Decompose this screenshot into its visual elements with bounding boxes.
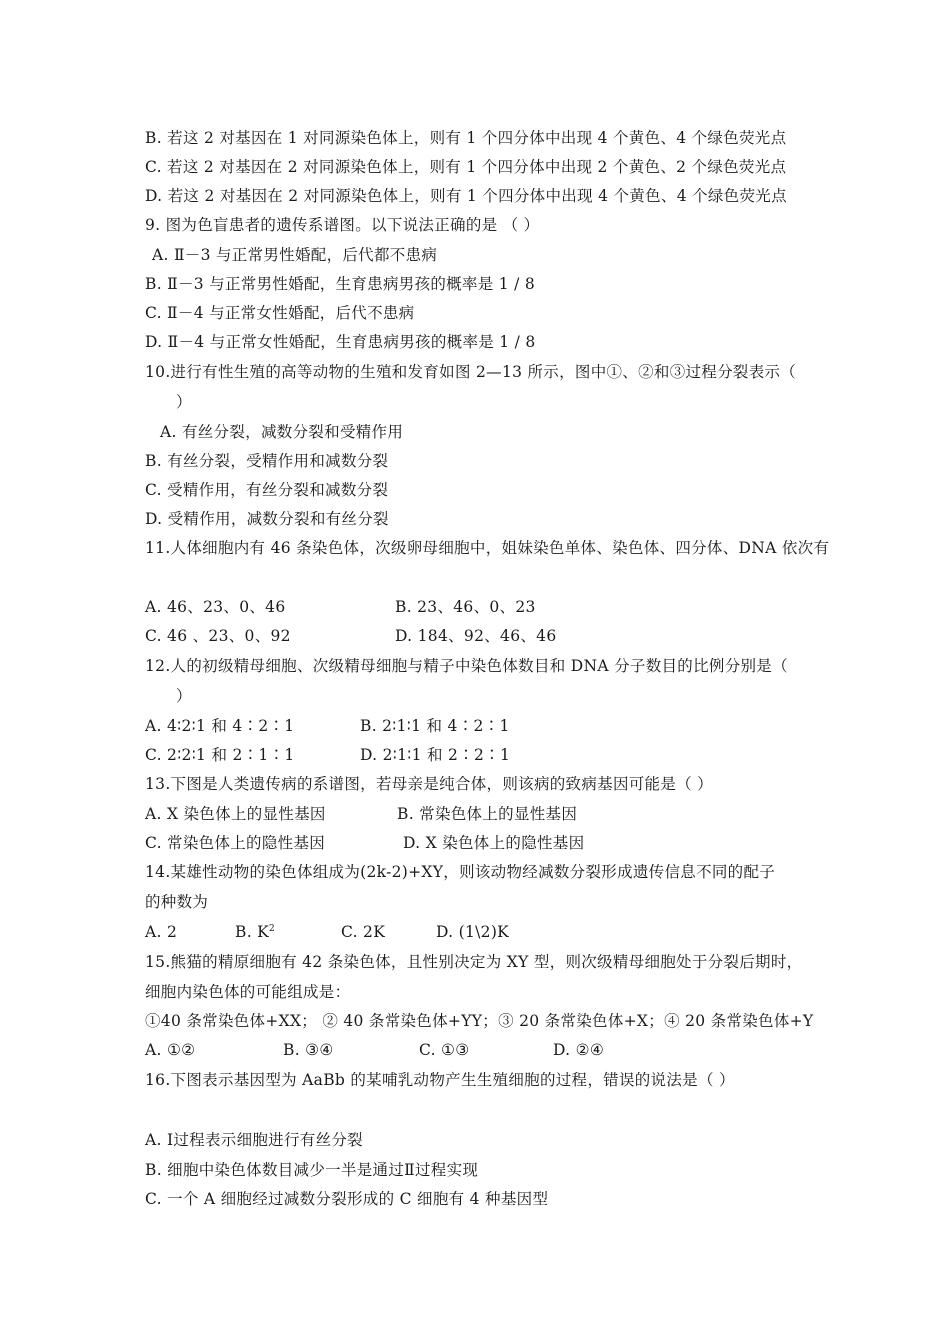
q9-option-d: D. Ⅱ－4 与正常女性婚配，生育患病男孩的概率是 1 / 8 (145, 333, 536, 351)
q15-option-d: D. ②④ (553, 1041, 605, 1059)
question-15: 15.熊猫的精原细胞有 42 条染色体，且性别决定为 XY 型，则次级精母细胞处于分裂后期时， (145, 953, 803, 971)
q14-option-a: A. 2 (145, 923, 178, 941)
q13-option-c: C. 常染色体上的隐性基因 (145, 834, 326, 852)
q12-paren: ） (176, 687, 192, 705)
q14-option-c: C. 2K (341, 923, 386, 941)
q11-option-d: D. 184、92、46、46 (395, 627, 557, 645)
q15-statements: ①40 条常染色体+XX； ② 40 条常染色体+YY；③ 20 条常染色体+X；④ 20 条常染色体+Y (145, 1012, 814, 1030)
q8-option-c: C. 若这 2 对基因在 2 对同源染色体上，则有 1 个四分体中出现 2 个黄色、2 个绿色荧光点 (145, 158, 787, 176)
q14-option-b: B. $K^2$ (235, 923, 276, 941)
question-10: 10.进行有性生殖的高等动物的生殖和发育如图 2—13 所示，图中①、②和③过程分裂表示（ (145, 363, 797, 381)
q13-option-d: D. X 染色体上的隐性基因 (403, 834, 585, 852)
q9-option-a: A. Ⅱ－3 与正常男性婚配，后代都不患病 (152, 246, 438, 264)
q13-option-b: B. 常染色体上的显性基因 (397, 805, 578, 823)
superscript: 2 (269, 924, 276, 934)
q16-option-c: C. 一个 A 细胞经过减数分裂形成的 C 细胞有 4 种基因型 (145, 1190, 549, 1208)
q8-option-d: D. 若这 2 对基因在 2 对同源染色体上，则有 1 个四分体中出现 4 个黄色、4 个绿色荧光点 (145, 187, 787, 205)
q14-options (145, 922, 850, 942)
q10-option-a: A. 有丝分裂，减数分裂和受精作用 (160, 423, 404, 441)
q16-option-a: A. Ⅰ过程表示细胞进行有丝分裂 (145, 1131, 363, 1149)
q10-option-b: B. 有丝分裂，受精作用和减数分裂 (145, 452, 389, 470)
q10-option-d: D. 受精作用，减数分裂和有丝分裂 (145, 510, 389, 528)
q14-option-d: D. (1\2)K (436, 923, 510, 941)
q12-option-a: A. 4∶2∶1 和 4∶2∶1 (145, 717, 295, 735)
question-15-cont: 细胞内染色体的可能组成是： (145, 983, 351, 1001)
q13-option-a: A. X 染色体上的显性基因 (145, 805, 326, 823)
q12-option-d: D. 2∶1∶1 和 2∶2∶1 (360, 746, 511, 764)
question-9: 9. 图为色盲患者的遗传系谱图。以下说法正确的是 （ ） (145, 216, 540, 234)
q11-options-2 (145, 626, 850, 646)
question-11: 11.人体细胞内有 46 条染色体，次级卵母细胞中，姐妹染色单体、染色体、四分体、DNA 依次有 (145, 539, 830, 557)
question-16: 16.下图表示基因型为 AaBb 的某哺乳动物产生生殖细胞的过程，错误的说法是（ ） (145, 1071, 735, 1089)
q16-option-b: B. 细胞中染色体数目减少一半是通过Ⅱ过程实现 (145, 1161, 479, 1179)
q12-options (145, 716, 850, 736)
q11-option-b: B. 23、46、0、23 (395, 598, 536, 616)
question-13: 13.下图是人类遗传病的系谱图，若母亲是纯合体，则该病的致病基因可能是（ ） (145, 775, 713, 793)
q13-options-2 (145, 833, 850, 853)
question-14: 14.某雄性动物的染色体组成为(2k-2)+XY，则该动物经减数分裂形成遗传信息不同的配子 (145, 863, 776, 881)
q12-option-b: B. 2∶1∶1 和 4∶2∶1 (360, 717, 510, 735)
question-14-cont: 的种数为 (145, 893, 209, 911)
q11-options (145, 597, 850, 617)
q13-options (145, 804, 850, 824)
q12-option-c: C. 2∶2∶1 和 2∶1∶1 (145, 746, 295, 764)
q9-option-b: B. Ⅱ－3 与正常男性婚配，生育患病男孩的概率是 1 / 8 (145, 275, 536, 293)
q15-option-b: B. ③④ (283, 1041, 334, 1059)
q11-option-c: C. 46 、23、0、92 (145, 627, 291, 645)
q15-option-a: A. ①② (145, 1041, 196, 1059)
q9-option-c: C. Ⅱ－4 与正常女性婚配，后代不患病 (145, 304, 415, 322)
q10-option-c: C. 受精作用，有丝分裂和减数分裂 (145, 481, 389, 499)
q10-paren: ） (176, 393, 192, 411)
q15-options (145, 1040, 850, 1060)
question-12: 12.人的初级精母细胞、次级精母细胞与精子中染色体数目和 DNA 分子数目的比例分别是（ (145, 657, 788, 675)
q15-option-c: C. ①③ (419, 1041, 470, 1059)
q11-option-a: A. 46、23、0、46 (145, 598, 286, 616)
q8-option-b: B. 若这 2 对基因在 1 对同源染色体上，则有 1 个四分体中出现 4 个黄色、4 个绿色荧光点 (145, 129, 787, 147)
q12-options-2 (145, 745, 850, 765)
